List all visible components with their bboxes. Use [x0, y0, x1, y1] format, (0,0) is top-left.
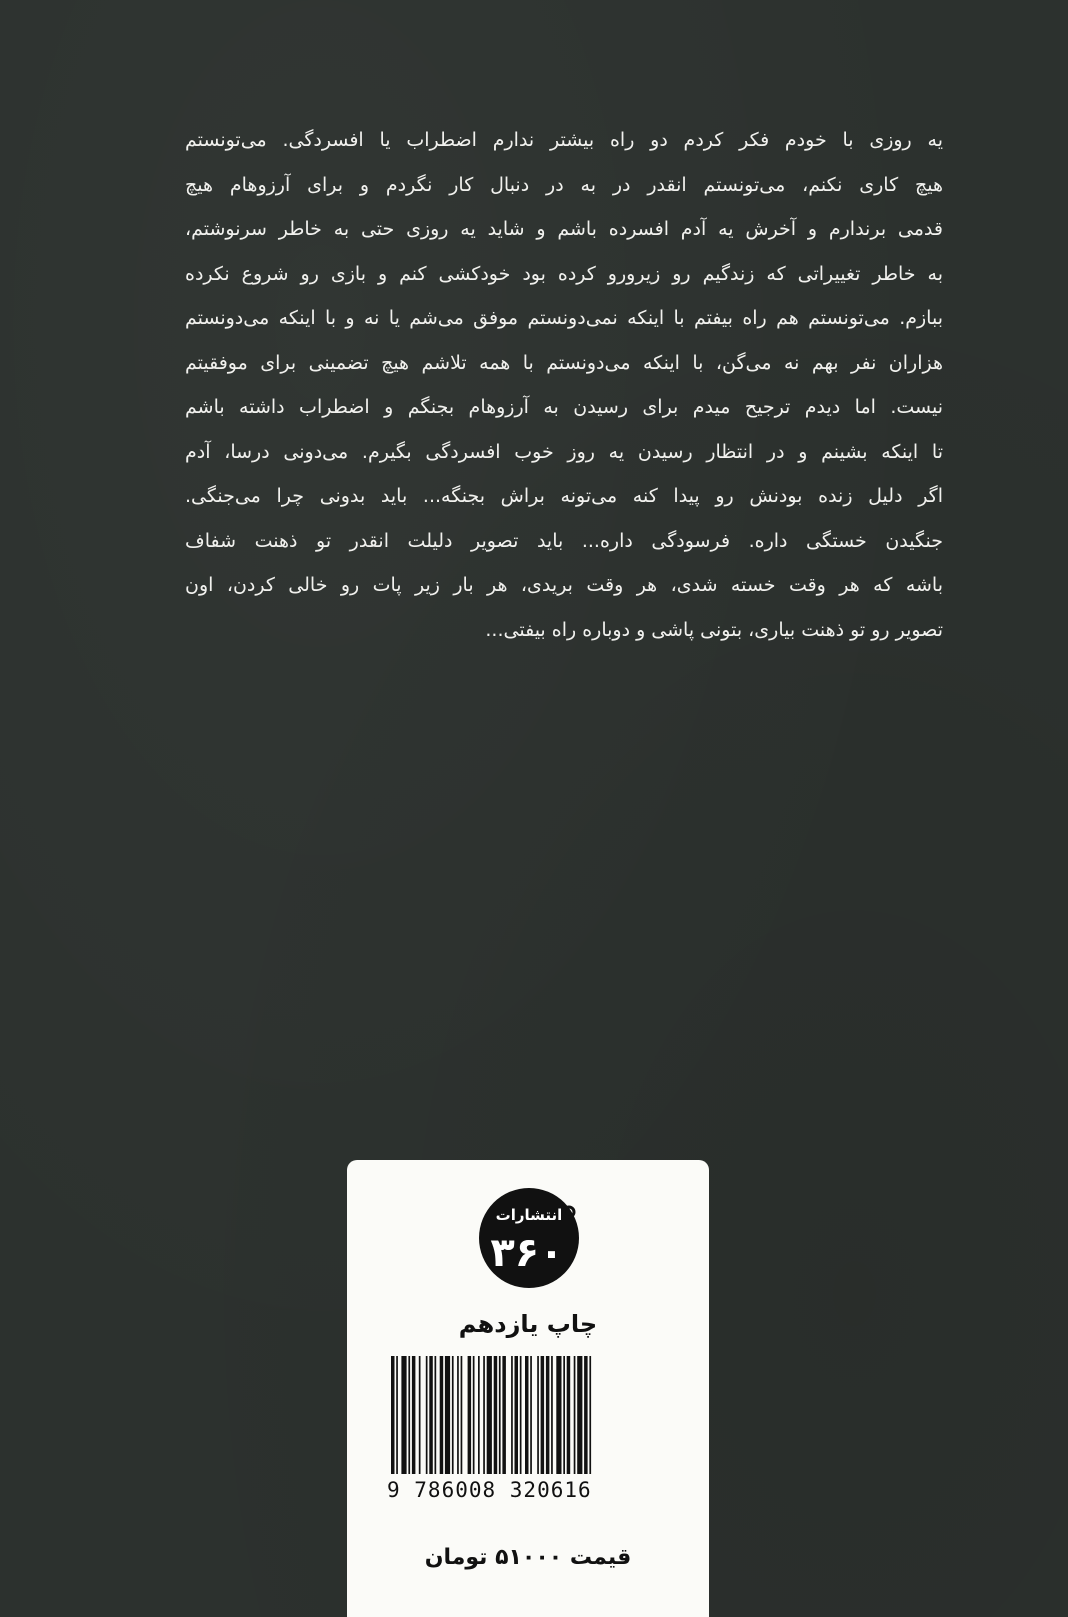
publisher-360-logo-icon: [477, 1186, 581, 1290]
barcode-bar: [401, 1356, 406, 1474]
barcode-bar: [551, 1356, 553, 1474]
barcode-bar: [525, 1356, 529, 1474]
barcode-bar: [574, 1356, 576, 1474]
barcode-bar: [502, 1356, 506, 1474]
barcode-bar: [537, 1356, 539, 1474]
blurb-line: جنگیدن خستگی داره. فرسودگی داره... باید تصویر دلیلت انقدر تو ذهنت شفاف: [185, 529, 943, 552]
barcode-bar: [435, 1356, 437, 1474]
barcode-bar: [478, 1356, 480, 1474]
blurb-line: اگر دلیل زنده بودنش رو پیدا کنه می‌تونه براش بجنگه... باید بدونی چرا می‌جنگی.: [185, 485, 943, 507]
barcode-bar: [412, 1356, 416, 1474]
barcode-bar: [589, 1356, 591, 1474]
barcode-bar: [468, 1356, 472, 1474]
blurb-line: هزاران نفر بهم نه می‌گن، با اینکه می‌دونستم با همه تلاشم هیچ تضمینی برای موفقیتم: [185, 351, 943, 374]
blurb-line: ببازم. می‌تونستم هم راه بیفتم با اینکه نمی‌دونستم موفق می‌شم یا نه و با اینکه می‌دونستم: [185, 307, 943, 329]
barcode-bar: [494, 1356, 498, 1474]
price-text: قیمت ۵۱۰۰۰ تومان: [424, 1545, 632, 1570]
barcode-bar: [584, 1356, 588, 1474]
blurb-line: تصویر رو تو ذهنت بیاری، بتونی پاشی و دوباره راه بیفتی...: [485, 618, 943, 641]
barcode-bar: [577, 1356, 582, 1474]
barcode-bar: [419, 1356, 421, 1474]
barcode-bar: [556, 1356, 561, 1474]
edition-text: چاپ یازدهم: [458, 1310, 598, 1338]
blurb-text: [185, 118, 943, 652]
barcode-bar: [426, 1356, 428, 1474]
barcode-icon: [385, 1356, 670, 1474]
price-label: [347, 1160, 709, 1617]
blurb-line: به خاطر تغییراتی که زندگیم رو زیرورو کرده بود خودکشی کنم و بازی رو شروع نکرده: [185, 262, 943, 285]
blurb-line: باشه که هر وقت خسته شدی، هر وقت بریدی، هر بار زیر پات رو خالی کردن، اون: [185, 574, 943, 596]
barcode-bar: [499, 1356, 501, 1474]
blurb-line: قدمی برندارم و آخرش یه آدم افسرده باشم و شاید یه روزی حتی به خاطر سرنوشتم،: [185, 218, 943, 240]
barcode-bar: [483, 1356, 485, 1474]
barcode-bar: [546, 1356, 550, 1474]
publisher-wordmark: انتشارات: [495, 1206, 563, 1224]
barcode-bar: [567, 1356, 571, 1474]
barcode-bar: [429, 1356, 433, 1474]
barcode-bar: [391, 1356, 395, 1474]
barcode-bar: [445, 1356, 450, 1474]
blurb-line: یه روزی با خودم فکر کردم دو راه بیشتر ندارم اضطراب یا افسردگی. می‌تونستم: [185, 129, 943, 151]
barcode-bar: [563, 1356, 565, 1474]
barcode-bar: [396, 1356, 398, 1474]
barcode-bar: [515, 1356, 519, 1474]
blurb-line: نیست. اما دیدم ترجیح میدم برای رسیدن به آرزوهام بجنگم و اضطراب داشته باشم: [185, 396, 943, 418]
barcode-bar: [408, 1356, 410, 1474]
barcode-bar: [440, 1356, 444, 1474]
blurb-line: تا اینکه بشینم و در انتظار رسیدن یه روز خوب افسردگی بگیرم. می‌دونی درسا، آدم: [185, 440, 943, 463]
barcode-bar: [461, 1356, 463, 1474]
blurb-line: هیچ کاری نکنم، می‌تونستم انقدر در به در دنبال کار نگردم و برای آرزوهام هیچ: [185, 173, 943, 196]
barcode-bar: [541, 1356, 545, 1474]
barcode-bar: [452, 1356, 454, 1474]
barcode-bar: [473, 1356, 475, 1474]
barcode-bar: [457, 1356, 459, 1474]
barcode-bar: [520, 1356, 522, 1474]
barcode-bar: [511, 1356, 513, 1474]
publisher-number: ۳۶۰: [490, 1230, 564, 1276]
barcode-bar: [487, 1356, 492, 1474]
barcode-bar: [530, 1356, 532, 1474]
barcode-digits: 9 786008 320616: [387, 1478, 592, 1502]
